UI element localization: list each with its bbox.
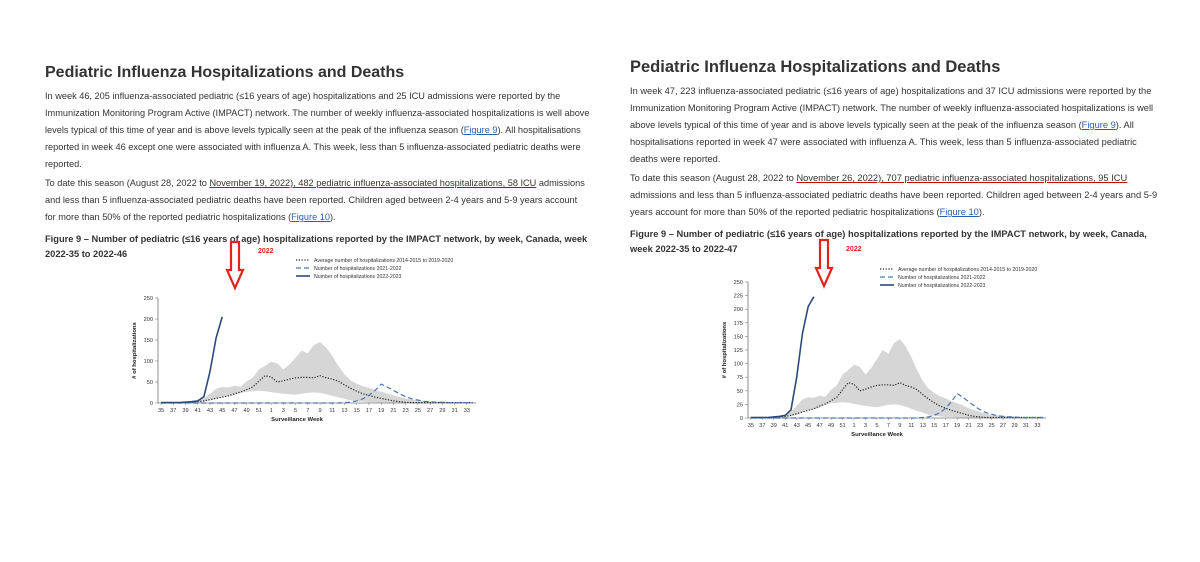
- legend-label: Average number of hospitalizations 2014-2015 to 2019-2020: [314, 258, 454, 264]
- legend-label: Average number of hospitalizations 2014-2015 to 2019-2020: [898, 267, 1038, 273]
- x-axis-label: Surveillance Week: [271, 417, 323, 423]
- historical-range-band: [751, 339, 1043, 418]
- x-tick-label: 41: [194, 408, 201, 414]
- y-tick-label: 150: [143, 338, 153, 344]
- x-tick-label: 7: [306, 408, 310, 414]
- historical-range-band: [161, 342, 473, 403]
- x-tick-label: 27: [999, 423, 1007, 429]
- x-tick-label: 21: [965, 423, 972, 429]
- highlighted-totals: November 26, 2022), 707 pediatric influenza-associated hospitalizations, 95 ICU: [796, 173, 1128, 183]
- x-tick-label: 1: [269, 408, 273, 414]
- right-panel: [630, 58, 1165, 257]
- y-tick-label: 150: [733, 334, 743, 341]
- y-axis-label: # of hospitalizations: [722, 321, 728, 379]
- x-tick-label: 31: [1022, 423, 1030, 429]
- legend-label: Number of hospitalizations 2021-2022: [898, 275, 986, 281]
- x-tick-label: 17: [365, 408, 373, 414]
- paragraph-weekly: [630, 83, 1165, 168]
- x-tick-label: 11: [908, 423, 915, 429]
- page-title: Pediatric Influenza Hospitalizations and Deaths: [45, 64, 405, 81]
- x-tick-label: 51: [839, 423, 846, 429]
- y-tick-label: 175: [733, 320, 743, 327]
- left-panel: [45, 64, 590, 262]
- y-tick-label: 50: [736, 388, 743, 395]
- x-tick-label: 43: [206, 408, 214, 414]
- x-tick-label: 35: [157, 408, 165, 414]
- arrow-label: 2022: [846, 246, 862, 253]
- red-arrow-icon: [227, 242, 243, 288]
- x-tick-label: 49: [827, 423, 835, 429]
- y-tick-label: 225: [733, 293, 743, 300]
- y-tick-label: 100: [733, 361, 743, 368]
- x-tick-label: 1: [852, 423, 856, 429]
- y-tick-label: 250: [143, 296, 153, 302]
- x-tick-label: 15: [353, 408, 360, 414]
- paragraph-season: [630, 170, 1165, 221]
- figure-9-link[interactable]: Figure 9: [463, 125, 498, 135]
- hospitalizations-chart-left: [120, 240, 500, 440]
- y-axis-label: # of hospitalizations: [132, 322, 138, 379]
- x-tick-label: 27: [427, 408, 434, 414]
- paragraph-text: In week 46, 205 influenza-associated pediatric (≤16 years of age) hospitalizations and 25 ICU admissions were reported by the Immunization Monitoring Program Active (IMPACT) network. The number of weekly influenza-associated hospitalizations is well above levels typical of this time of year and is above levels typically seen at the peak of the influenza season (: [45, 91, 590, 135]
- x-tick-label: 47: [231, 408, 238, 414]
- y-tick-label: 0: [149, 401, 153, 407]
- hospitalizations-chart-right: [700, 238, 1070, 448]
- figure-caption: Figure 9 – Number of pediatric (≤16 years of age) hospitalizations reported by the IMPACT network, by week, Canada, week 2022-35 to 2022-47: [630, 229, 1147, 254]
- x-tick-label: 7: [886, 423, 890, 429]
- x-tick-label: 5: [294, 408, 298, 414]
- y-tick-label: 125: [733, 348, 743, 354]
- x-tick-label: 39: [182, 408, 189, 414]
- x-tick-label: 5: [875, 423, 879, 429]
- paragraph-text: admissions and less than 5 influenza-associated pediatric deaths have been reported. Children aged between 2-4 years and 5-9 years account for more than 50% of the reported pediatric hospitalizations (: [45, 178, 585, 222]
- x-tick-label: 9: [898, 423, 902, 429]
- x-tick-label: 45: [805, 423, 812, 429]
- y-tick-label: 25: [736, 402, 743, 409]
- figure-caption: Figure 9 – Number of pediatric (≤16 years of age) hospitalizations reported by the IMPACT network, by week, Canada, week 2022-35 to 2022-46: [45, 234, 588, 259]
- x-tick-label: 21: [390, 408, 397, 414]
- y-tick-label: 0: [739, 416, 743, 422]
- legend-label: Number of hospitalizations 2022-2023: [314, 274, 402, 280]
- page-title: Pediatric Influenza Hospitalizations and Deaths: [630, 58, 1001, 76]
- highlighted-totals: November 19, 2022), 482 pediatric influenza-associated hospitalizations, 58 ICU: [209, 178, 537, 188]
- x-tick-label: 19: [954, 423, 961, 429]
- x-tick-label: 15: [931, 423, 938, 429]
- y-tick-label: 75: [736, 375, 743, 382]
- x-tick-label: 47: [816, 423, 823, 429]
- x-tick-label: 49: [243, 408, 250, 414]
- x-tick-label: 29: [1011, 423, 1018, 429]
- y-tick-label: 200: [733, 307, 743, 314]
- x-tick-label: 25: [988, 423, 995, 429]
- x-tick-label: 23: [402, 408, 409, 414]
- y-tick-label: 250: [733, 280, 743, 286]
- x-tick-label: 9: [318, 408, 322, 414]
- x-tick-label: 13: [341, 408, 348, 414]
- y-tick-label: 50: [146, 380, 153, 386]
- x-tick-label: 31: [451, 408, 458, 414]
- figure-10-link[interactable]: Figure 10: [291, 212, 330, 222]
- figure-10-link[interactable]: Figure 10: [939, 207, 979, 217]
- series-line-solid: [161, 317, 222, 403]
- x-tick-label: 25: [414, 408, 422, 414]
- paragraph-text: ).: [978, 207, 985, 217]
- x-tick-label: 45: [219, 408, 226, 414]
- x-tick-label: 29: [439, 408, 446, 414]
- paragraph-text: ).: [329, 212, 336, 222]
- x-tick-label: 23: [976, 423, 984, 429]
- x-tick-label: 3: [863, 423, 868, 429]
- paragraph-text: To date this season (August 28, 2022 to: [45, 178, 210, 188]
- y-tick-label: 100: [143, 359, 153, 365]
- x-axis-label: Surveillance Week: [851, 432, 903, 438]
- x-tick-label: 11: [329, 408, 336, 414]
- legend-label: Number of hospitalizations 2022-2023: [898, 283, 986, 289]
- x-tick-label: 37: [759, 423, 766, 429]
- x-tick-label: 13: [919, 423, 926, 429]
- x-tick-label: 39: [770, 423, 777, 429]
- paragraph-weekly: [45, 88, 590, 173]
- paragraph-text: In week 47, 223 influenza-associated pediatric (≤16 years of age) hospitalizations and 37 ICU admissions were reported by the Immunization Monitoring Program Active (IMPACT) network. The number of weekly influenza-associated hospitalizations is well above levels typical of this time of year and is above levels typically seen at the peak of the influenza season (: [630, 86, 1154, 130]
- paragraph-season: [45, 175, 590, 226]
- x-tick-label: 33: [463, 408, 470, 414]
- x-tick-label: 33: [1034, 423, 1041, 429]
- y-tick-label: 200: [143, 317, 153, 323]
- x-tick-label: 3: [281, 408, 285, 414]
- paragraph-text: admissions and less than 5 influenza-associated pediatric deaths have been reported. Children aged between 2-4 years and 5-9 years account for more than 50% of the reported pediatric hospitalizations (: [630, 190, 1158, 217]
- paragraph-text: ). All hospitalisations reported in week 46 except one were associated with influenza A. This week, less than 5 influenza-associated pediatric deaths were reported.: [45, 125, 581, 169]
- x-tick-label: 41: [782, 423, 789, 429]
- figure-9-link[interactable]: Figure 9: [1081, 120, 1116, 130]
- paragraph-text: To date this season (August 28, 2022 to: [630, 173, 797, 183]
- legend-label: Number of hospitalizations 2021-2022: [314, 266, 402, 272]
- x-tick-label: 19: [378, 408, 385, 414]
- x-tick-label: 37: [170, 408, 177, 414]
- x-tick-label: 17: [942, 423, 949, 429]
- red-arrow-icon: [816, 240, 832, 286]
- x-tick-label: 43: [793, 423, 800, 429]
- x-tick-label: 35: [747, 423, 754, 429]
- paragraph-text: ). All hospitalisations reported in week 47 were associated with influenza A. This week, less than 5 influenza-associated pediatric deaths were reported.: [630, 120, 1137, 164]
- arrow-label: 2022: [258, 248, 274, 255]
- x-tick-label: 51: [255, 408, 263, 414]
